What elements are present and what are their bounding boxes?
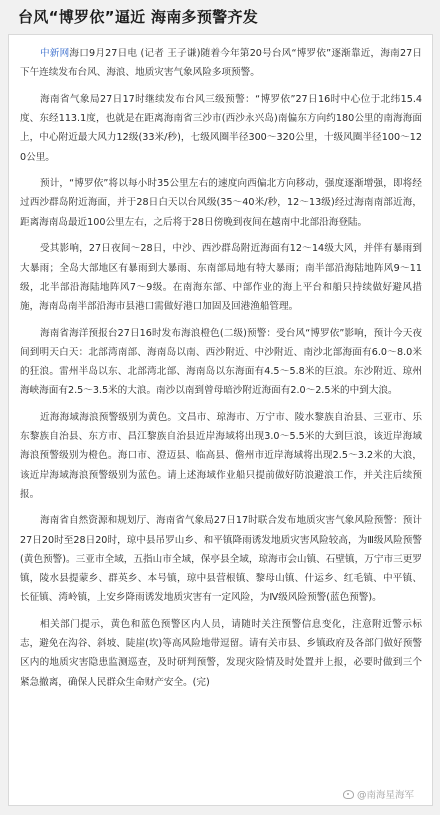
- article-paragraph: 近海海域海浪预警级别为黄色。文昌市、琼海市、万宁市、陵水黎族自治县、三亚市、乐东黎族自治县、东方市、昌江黎族自治县近岸海域将出现3.0～5.5米的大到巨浪，该近岸海域海浪预警级别为橙色。海口市、澄迈县、临高县、儋州市近岸海域将出现2.5～3.2米的大浪，该近岸海域海浪预警级别为蓝色。请上述海域作业船只提前做好防浪避浪工作，并关注后续预报。: [20, 411, 422, 500]
- watermark-text: @南海星海军: [356, 790, 414, 801]
- source-link[interactable]: 中新网: [40, 48, 70, 59]
- article-paragraph: 受其影响，27日夜间～28日，中沙、西沙群岛附近海面有12～14级大风，并伴有暴雨到大暴雨；全岛大部地区有暴雨到大暴雨、东南部局地有特大暴雨；南半部沿海陆地阵风9～11级，北半部沿海陆地阵风7～9级。在南海东部、中部作业的海上平台和船只持续做好避风措施，海南岛南半部沿海市县港口需做好港口加固及回港渔船管理。: [20, 243, 422, 312]
- article-paragraph: 海南省气象局27日17时继续发布台风三级预警：“博罗依”27日16时中心位于北纬15.4度、东经113.1度，也就是在距离海南省三沙市(西沙永兴岛)南偏东方向约180公里的南海海面上，中心附近最大风力12级(33米/秒)，七级风圈半径300～320公里，十级风圈半径100～120公里。: [20, 93, 422, 163]
- article-paragraph: 相关部门提示，黄色和蓝色预警区内人员，请随时关注预警信息变化，注意附近警示标志，避免在沟谷、斜坡、陡崖(坎)等高风险地带逗留。请有关市县、乡镇政府及各部门做好预警区内的地质灾害隐患监测巡查，及时研判预警，发现灾险情及时处置并上报，必要时做到三个紧急撤离，确保人民群众生命财产安全。(完): [20, 618, 422, 688]
- article-paragraph: 预计，“博罗依”将以每小时35公里左右的速度向西偏北方向移动，强度逐渐增强，即将经过西沙群岛附近海面，并于28日白天以台风级(35～40米/秒，12～13级)经过海南南部近海，距离海南岛最近100公里左右，之后将于28日傍晚到夜间在越南中北部沿海登陆。: [20, 178, 422, 228]
- watermark: [343, 787, 414, 801]
- lead-text: 海口9月27日电 (记者 王子谦)随着今年第20号台风“博罗依”逐渐靠近，海南27日下午连续发布台风、海浪、地质灾害气象风险多项预警。: [20, 48, 422, 79]
- article-title: 台风“博罗依”逼近 海南多预警齐发: [18, 8, 259, 26]
- weibo-icon: [343, 790, 354, 799]
- article-paragraph: 海南省海洋预报台27日16时发布海浪橙色(二级)预警：受台风“博罗依”影响，预计今天夜间到明天白天：北部湾南部、海南岛以南、西沙附近、中沙附近、南沙北部海面有6.0～8.0米的狂浪。雷州半岛以东、北部湾北部、海南岛以东海面有4.5～5.8米的巨浪。东沙附近、琼州海峡海面有2.5～3.5米的大浪。南沙以南到曾母暗沙附近海面有2.0～2.5米的中到大浪。: [20, 327, 422, 397]
- title-bar: [0, 0, 440, 34]
- article-paragraph-lead: [20, 44, 422, 82]
- article-body: [8, 34, 433, 806]
- article-paragraph: 海南省自然资源和规划厅、海南省气象局27日17时联合发布地质灾害气象风险预警：预计27日20时至28日20时，琼中县吊罗山乡、和平镇降雨诱发地质灾害风险较高，为Ⅲ级风险预警(黄色预警)。三亚市全域，五指山市全域，保亭县全域，琼海市会山镇、石壁镇，万宁市三更罗镇，陵水县提蒙乡、群英乡、本号镇，琼中县营根镇、黎母山镇、什运乡、红毛镇、中平镇、长征镇、湾岭镇，上安乡降雨诱发地质灾害有一定风险，为Ⅳ级风险预警(蓝色预警)。: [20, 515, 422, 604]
